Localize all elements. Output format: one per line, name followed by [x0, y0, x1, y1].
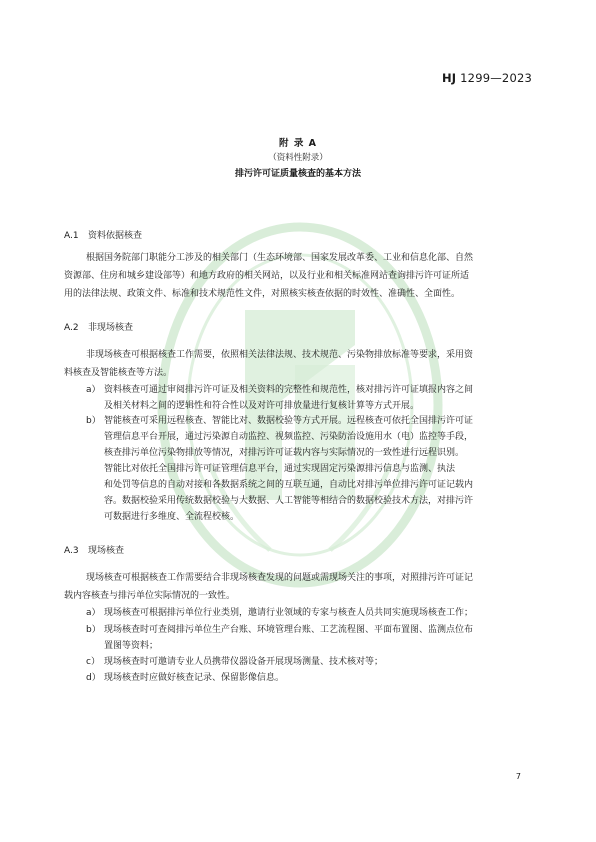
section-number: A.3 [64, 546, 79, 556]
body-line: 非现场核查可根据核查工作需要，依照相关法律法规、技术规范、污染物排放标准等要求，采用资 [86, 350, 474, 360]
list-item-line: 现场核查时可查阅排污单位生产台账、环境管理台账、工艺流程图、平面布置图、监测点位布 [104, 625, 474, 635]
list-item-line: 及相关材料之间的逻辑性和符合性以及对许可排放量进行复核计算等方式开展。 [104, 401, 420, 411]
section-title: 现场核查 [88, 546, 125, 556]
list-item-line: 管理信息平台开展，通过污染源自动监控、视频监控、污染防治设施用水（电）监控等手段， [104, 432, 474, 442]
body-line: 载内容核查与排污单位实际情况的一致性。 [64, 591, 236, 601]
list-item-line: 资料核查可通过审阅排污许可证及相关资料的完整性和规范性，核对排污许可证填报内容之间 [104, 385, 474, 395]
appendix-name: 排污许可证质量核查的基本方法 [234, 169, 361, 179]
list-item-label: d） [86, 673, 101, 683]
list-item-line: 置图等资料； [104, 641, 159, 651]
list-item-label: c） [86, 657, 100, 667]
list-item-line: 核查排污单位污染物排放等情况，对排污许可证载内容与实际情况的一致性进行远程识别。 [104, 448, 465, 458]
list-item-line: 和处罚等信息的自动对接和各数据系统之间的互联互通，自动比对排污单位排污许可证记载内 [104, 480, 474, 490]
list-item-line: 现场核查时可邀请专业人员携带仪器设备开展现场测量、技术核对等； [104, 657, 384, 667]
body-line: 根据国务院部门职能分工涉及的相关部门（生态环境部、国家发展改革委、工业和信息化部、自然 [86, 253, 474, 263]
list-item-line: 现场核查可根据排污单位行业类别，邀请行业领域的专家与核查人员共同实施现场核查工作； [104, 608, 474, 618]
section-number: A.2 [64, 323, 79, 333]
list-item-line: 可数据进行多维度、全流程校核。 [104, 512, 240, 522]
body-line: 用的法律法规、政策文件、标准和技术规范性文件，对照核实核查依据的时效性、准确性、全面性。 [64, 289, 461, 299]
list-item-line: 现场核查时应做好核查记录、保留影像信息。 [104, 673, 285, 683]
body-line: 现场核查可根据核查工作需要结合非现场核查发现的问题或需现场关注的事项，对照排污许可证记 [86, 573, 474, 583]
list-item-label: a） [86, 385, 101, 395]
list-item-label: b） [86, 625, 101, 635]
section-heading-a3 [64, 543, 124, 556]
section-number: A.1 [64, 231, 79, 241]
standard-prefix: HJ [441, 71, 457, 85]
standard-code [442, 71, 532, 85]
section-heading-a2 [64, 320, 133, 333]
list-item-label: a） [86, 608, 101, 618]
section-heading-a1 [64, 228, 142, 241]
page-number: 7 [515, 772, 521, 781]
appendix-nature: （资料性附录） [268, 153, 328, 163]
appendix-title: 附 录 A [279, 138, 317, 149]
list-item-line: 容。数据校验采用传统数据校验与大数据、人工智能等相结合的数据校验技术方法，对排污许 [104, 496, 474, 506]
list-item-line: 智能比对依托全国排污许可证管理信息平台，通过实现固定污染源排污信息与监测、执法 [104, 464, 456, 474]
body-line: 资源部、住房和城乡建设部等）和地方政府的相关网站，以及行业和相关标准网站查询排污许可证所适 [64, 271, 470, 281]
body-line: 料核查及智能核查等方法。 [64, 368, 173, 378]
section-title: 非现场核查 [88, 323, 134, 333]
standard-number: 1299—2023 [460, 71, 532, 85]
list-item-line: 智能核查可采用远程核查、智能比对、数据校验等方式开展。远程核查可依托全国排污许可证 [104, 416, 474, 426]
section-title: 资料依据核查 [88, 231, 143, 241]
list-item-label: b） [86, 416, 101, 426]
